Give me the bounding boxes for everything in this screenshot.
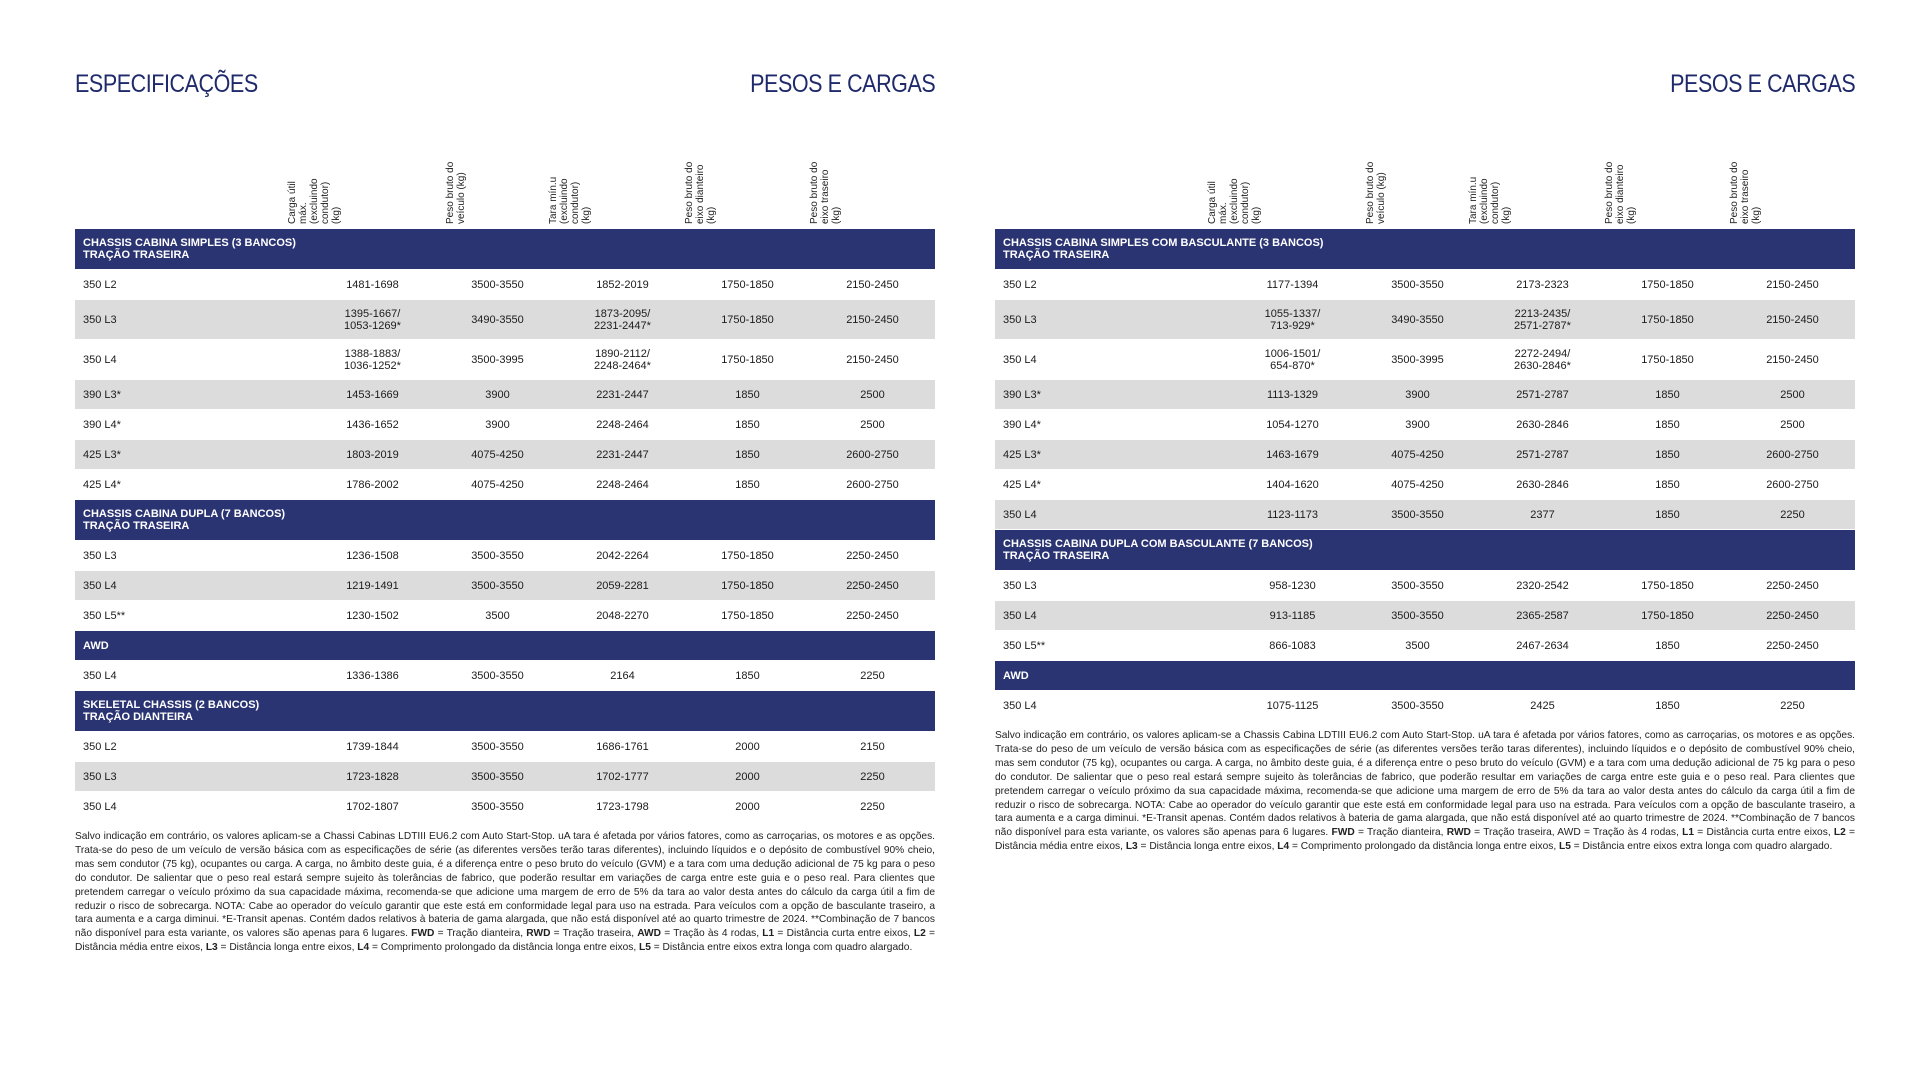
footnote-text: Salvo indicação em contrário, os valores aplicam-se a Chassi Cabinas LDTIII EU6.2 com Auto Start-Stop. uA tara é afetada por vários fatores, como as carroçarias, os motores e as opções. Trata-se do peso de um veículo de versão básica com as especificações de série (as diferentes versões terão taras diferentes), incluindo líquidos e o depósito de combustível 90% cheio, mas sem condutor (75 kg), ocupantes ou carga. A carga, no âmbito deste guia, é a diferença entre o peso bruto do veículo (GVM) e a tara com uma dedução adicional de 75 kg para o peso do condutor. De salientar que o peso real estará sempre sujeito às tolerâncias de fabrico, que poderão resultar em variações de carga entre este guia e o peso real. Para clientes que pretendem carregar o veículo próximo da sua capacidade máxima, recomenda-se que adicione uma margem de erro de 5% da tara ao valor desta antes do cálculo da carga útil a fim de reduzir o risco de sobrecarga. NOTA: Cabe ao operador do veículo garantir que este está em conformidade legal para uso na estrada. Para veículos com a opção de basculante traseiro, a tara aumenta e a carga diminui. *E-Transit apenas. Contém dados relativos à bateria de gama alargada, que não está disponível até ao quarto trimestre de 2024. **Combinação de 7 bancos não disponível para esta variante, os valores são apenas para 6 lugares. xyxy=(75,831,935,940)
value-cell: 1453-1669 xyxy=(346,388,399,401)
value-cell: 1852-2019 xyxy=(596,278,649,291)
legend-value: = Comprimento prolongado da distância longa entre eixos, xyxy=(369,942,640,954)
table-row xyxy=(995,469,1855,499)
value-cell: 2250 xyxy=(1780,508,1805,521)
legend-value: = Tração dianteira, xyxy=(434,928,527,940)
value-cell: 2059-2281 xyxy=(596,579,649,592)
column-header xyxy=(1604,104,1703,224)
legend-value: = Distância entre eixos extra longa com quadro alargado. xyxy=(1570,841,1833,853)
model-cell: 350 L4 xyxy=(1003,508,1037,521)
table-row xyxy=(75,731,935,761)
value-cell: 2150-2450 xyxy=(1766,313,1819,326)
legend-value: = Tração às 4 rodas, xyxy=(661,928,763,940)
column-header-label: Peso bruto do eixo dianteiro (kg) xyxy=(684,161,717,224)
legend-key: RWD xyxy=(526,928,551,940)
value-cell: 2250-2450 xyxy=(1766,639,1819,652)
legend-value: = Comprimento prolongado da distância longa entre eixos, xyxy=(1289,841,1560,853)
model-cell: 350 L4 xyxy=(83,800,117,813)
table-row xyxy=(75,570,935,600)
section-subtitle: TRAÇÃO TRASEIRA xyxy=(83,520,190,532)
model-cell: 350 L4 xyxy=(83,579,117,592)
value-cell: 2630-2846 xyxy=(1516,478,1569,491)
weights-table xyxy=(995,228,1855,720)
section-title: SKELETAL CHASSIS (2 BANCOS) xyxy=(83,699,260,711)
footnote xyxy=(75,830,935,955)
column-header xyxy=(548,104,658,224)
page-title-especificacoes: ESPECIFICAÇÕES xyxy=(75,70,258,98)
value-cell: 1750-1850 xyxy=(721,609,774,622)
value-cell: 3500-3550 xyxy=(1391,699,1444,712)
value-cell: 1750-1850 xyxy=(721,353,774,366)
value-cell: 2250 xyxy=(860,770,885,783)
value-cell: 2600-2750 xyxy=(846,448,899,461)
value-cell: 3500 xyxy=(1405,639,1430,652)
table-row xyxy=(995,630,1855,660)
model-cell: 425 L3* xyxy=(83,448,121,461)
value-cell: 1123-1173 xyxy=(1267,508,1318,521)
legend-key: RWD xyxy=(1446,827,1471,839)
value-cell: 1750-1850 xyxy=(721,278,774,291)
value-cell: 2320-2542 xyxy=(1516,579,1569,592)
value-cell: 1702-1777 xyxy=(596,770,649,783)
value-cell: 1750-1850 xyxy=(1641,278,1694,291)
section-header xyxy=(995,529,1855,570)
section-header xyxy=(995,228,1855,269)
model-cell: 350 L4 xyxy=(1003,699,1037,712)
model-cell: 350 L3 xyxy=(83,770,117,783)
value-cell: 2377 xyxy=(1530,508,1555,521)
model-cell: 350 L3 xyxy=(1003,579,1037,592)
value-cell: 2231-2447 xyxy=(596,388,649,401)
value-cell: 2250 xyxy=(860,669,885,682)
legend-key: AWD xyxy=(637,928,662,940)
legend-value: = Distância longa entre eixos, xyxy=(1137,841,1278,853)
value-cell: 1006-1501/ 654-870* xyxy=(1264,347,1321,372)
value-cell: 2000 xyxy=(735,770,760,783)
value-cell: 3500-3550 xyxy=(471,579,524,592)
footnote xyxy=(995,729,1855,854)
table-row xyxy=(995,409,1855,439)
value-cell: 866-1083 xyxy=(1269,639,1316,652)
value-cell: 1113-1329 xyxy=(1267,388,1318,401)
page-title-pesos-e-cargas: PESOS E CARGAS xyxy=(749,70,935,98)
value-cell: 2250 xyxy=(860,800,885,813)
value-cell: 2248-2464 xyxy=(596,478,649,491)
legend-key: L1 xyxy=(1682,827,1694,839)
legend-value: = Distância curta entre eixos, xyxy=(774,928,914,940)
value-cell: 3500-3550 xyxy=(1391,609,1444,622)
value-cell: 2150 xyxy=(860,740,885,753)
value-cell: 4075-4250 xyxy=(1391,448,1444,461)
value-cell: 3500-3550 xyxy=(1391,508,1444,521)
table-row xyxy=(995,379,1855,409)
value-cell: 1739-1844 xyxy=(346,740,399,753)
value-cell: 1230-1502 xyxy=(346,609,399,622)
model-cell: 350 L3 xyxy=(1003,313,1037,326)
value-cell: 2571-2787 xyxy=(1516,448,1569,461)
value-cell: 3500-3995 xyxy=(1391,353,1444,366)
value-cell: 1750-1850 xyxy=(1641,609,1694,622)
page-title-pesos-e-cargas: PESOS E CARGAS xyxy=(1669,70,1855,98)
value-cell: 1850 xyxy=(1655,508,1680,521)
value-cell: 1850 xyxy=(1655,388,1680,401)
value-cell: 1850 xyxy=(735,418,760,431)
value-cell: 1702-1807 xyxy=(346,800,399,813)
value-cell: 3500-3550 xyxy=(471,549,524,562)
legend-value: = Distância longa entre eixos, xyxy=(217,942,358,954)
value-cell: 2500 xyxy=(860,418,885,431)
section-title: CHASSIS CABINA DUPLA COM BASCULANTE (7 BANCOS) xyxy=(1003,538,1313,550)
column-headers xyxy=(75,100,935,228)
value-cell: 3490-3550 xyxy=(471,313,524,326)
value-cell: 1750-1850 xyxy=(721,579,774,592)
model-cell: 350 L4 xyxy=(83,353,117,366)
value-cell: 1890-2112/ 2248-2464* xyxy=(594,347,651,372)
value-cell: 2248-2464 xyxy=(596,418,649,431)
model-cell: 350 L5** xyxy=(1003,639,1046,652)
column-header-label: Peso bruto do eixo dianteiro (kg) xyxy=(1604,161,1637,224)
value-cell: 913-1185 xyxy=(1269,609,1316,622)
section-title: CHASSIS CABINA SIMPLES COM BASCULANTE (3 BANCOS) xyxy=(1003,237,1324,249)
model-cell: 350 L2 xyxy=(83,278,117,291)
legend-value: = Distância média entre eixos, xyxy=(995,827,1856,853)
value-cell: 2250-2450 xyxy=(846,609,899,622)
table-row xyxy=(75,660,935,690)
legend-value: = Distância média entre eixos, xyxy=(75,928,935,954)
value-cell: 1850 xyxy=(1655,478,1680,491)
table-row xyxy=(995,570,1855,600)
section-title: CHASSIS CABINA DUPLA (7 BANCOS) xyxy=(83,508,286,520)
value-cell: 2500 xyxy=(1780,418,1805,431)
value-cell: 1686-1761 xyxy=(596,740,649,753)
weights-table xyxy=(75,228,935,821)
model-cell: 390 L3* xyxy=(83,388,121,401)
table-row xyxy=(995,299,1855,339)
value-cell: 3500 xyxy=(485,609,510,622)
value-cell: 1850 xyxy=(735,669,760,682)
table-row xyxy=(75,540,935,570)
table-row xyxy=(75,469,935,499)
table-row xyxy=(75,269,935,299)
value-cell: 3500-3550 xyxy=(471,278,524,291)
column-header xyxy=(287,104,408,224)
legend-key: FWD xyxy=(1331,827,1355,839)
value-cell: 3500-3550 xyxy=(1391,579,1444,592)
model-cell: 350 L2 xyxy=(83,740,117,753)
value-cell: 1723-1798 xyxy=(596,800,649,813)
value-cell: 2272-2494/ 2630-2846* xyxy=(1514,347,1571,372)
value-cell: 1850 xyxy=(1655,448,1680,461)
section-header xyxy=(75,499,935,540)
value-cell: 2365-2587 xyxy=(1516,609,1569,622)
value-cell: 1463-1679 xyxy=(1266,448,1319,461)
value-cell: 2600-2750 xyxy=(846,478,899,491)
value-cell: 4075-4250 xyxy=(1391,478,1444,491)
column-header xyxy=(445,104,533,224)
table-row xyxy=(995,690,1855,720)
value-cell: 1395-1667/ 1053-1269* xyxy=(344,307,401,332)
legend-value: = Distância curta entre eixos, xyxy=(1694,827,1834,839)
column-header xyxy=(809,104,908,224)
value-cell: 3900 xyxy=(1405,388,1430,401)
value-cell: 1850 xyxy=(1655,418,1680,431)
value-cell: 1750-1850 xyxy=(721,549,774,562)
table-row xyxy=(75,600,935,630)
column-header xyxy=(1365,104,1453,224)
legend-key: L3 xyxy=(205,942,218,954)
value-cell: 2467-2634 xyxy=(1516,639,1569,652)
model-cell: 350 L5** xyxy=(83,609,126,622)
value-cell: 1055-1337/ 713-929* xyxy=(1264,307,1321,332)
column-header xyxy=(684,104,783,224)
left-titles xyxy=(75,0,935,100)
value-cell: 2500 xyxy=(860,388,885,401)
table-row xyxy=(75,379,935,409)
value-cell: 2231-2447 xyxy=(596,448,649,461)
section-header xyxy=(75,228,935,269)
column-header-label: Carga útil máx. (excluindo condutor) (kg) xyxy=(287,178,342,224)
value-cell: 1850 xyxy=(1655,699,1680,712)
legend-value: = Tração traseira, xyxy=(550,928,638,940)
value-cell: 2250-2450 xyxy=(846,579,899,592)
value-cell: 1750-1850 xyxy=(1641,579,1694,592)
value-cell: 2150-2450 xyxy=(846,313,899,326)
column-headers xyxy=(995,100,1855,228)
section-header xyxy=(995,660,1855,690)
value-cell: 1436-1652 xyxy=(346,418,399,431)
value-cell: 1336-1386 xyxy=(346,669,399,682)
model-cell: 390 L4* xyxy=(1003,418,1041,431)
legend-key: L1 xyxy=(762,928,775,940)
column-header-label: Peso bruto do veículo (kg) xyxy=(1365,161,1387,224)
column-header xyxy=(1729,104,1828,224)
value-cell: 2500 xyxy=(1780,388,1805,401)
section-header xyxy=(75,690,935,731)
table-row xyxy=(995,339,1855,379)
value-cell: 1481-1698 xyxy=(346,278,399,291)
value-cell: 3900 xyxy=(485,388,510,401)
value-cell: 2150-2450 xyxy=(1766,278,1819,291)
value-cell: 2150-2450 xyxy=(846,353,899,366)
value-cell: 2250-2450 xyxy=(846,549,899,562)
section-title: AWD xyxy=(1003,669,1029,682)
value-cell: 1803-2019 xyxy=(346,448,399,461)
value-cell: 2150-2450 xyxy=(1766,353,1819,366)
model-cell: 425 L3* xyxy=(1003,448,1041,461)
value-cell: 1850 xyxy=(735,478,760,491)
legend-key: L4 xyxy=(1277,841,1290,853)
value-cell: 1388-1883/ 1036-1252* xyxy=(344,347,401,372)
column-header-label: Peso bruto do veículo (kg) xyxy=(445,161,467,224)
right-titles xyxy=(995,0,1855,100)
value-cell: 4075-4250 xyxy=(471,478,524,491)
value-cell: 3500-3550 xyxy=(471,770,524,783)
section-subtitle: TRAÇÃO DIANTEIRA xyxy=(83,711,193,723)
legend-key: L2 xyxy=(913,928,926,940)
model-cell: 350 L4 xyxy=(83,669,117,682)
value-cell: 2042-2264 xyxy=(596,549,649,562)
value-cell: 2425 xyxy=(1530,699,1555,712)
section-subtitle: TRAÇÃO TRASEIRA xyxy=(83,249,190,261)
value-cell: 1075-1125 xyxy=(1266,699,1319,712)
value-cell: 3500-3550 xyxy=(471,669,524,682)
column-header xyxy=(1468,104,1578,224)
model-cell: 350 L3 xyxy=(83,313,117,326)
value-cell: 1850 xyxy=(1655,639,1680,652)
value-cell: 3500-3550 xyxy=(1391,278,1444,291)
table-row xyxy=(75,339,935,379)
legend-key: L5 xyxy=(639,942,651,954)
value-cell: 1054-1270 xyxy=(1266,418,1319,431)
value-cell: 1873-2095/ 2231-2447* xyxy=(594,307,651,332)
value-cell: 3490-3550 xyxy=(1391,313,1444,326)
section-header xyxy=(75,630,935,660)
value-cell: 1723-1828 xyxy=(346,770,399,783)
value-cell: 1750-1850 xyxy=(721,313,774,326)
section-subtitle: TRAÇÃO TRASEIRA xyxy=(1003,550,1110,562)
value-cell: 1850 xyxy=(735,388,760,401)
value-cell: 958-1230 xyxy=(1269,579,1316,592)
value-cell: 3500-3550 xyxy=(471,800,524,813)
value-cell: 1236-1508 xyxy=(346,549,399,562)
table-row xyxy=(75,761,935,791)
value-cell: 3900 xyxy=(485,418,510,431)
section-subtitle: TRAÇÃO TRASEIRA xyxy=(1003,249,1110,261)
table-row xyxy=(995,499,1855,529)
model-cell: 425 L4* xyxy=(1003,478,1041,491)
column-header-label: Tara mín.u (excluindo condutor) (kg) xyxy=(548,176,592,224)
table-row xyxy=(75,409,935,439)
column-header-label: Carga útil máx. (excluindo condutor) (kg) xyxy=(1207,178,1262,224)
value-cell: 2600-2750 xyxy=(1766,478,1819,491)
model-cell: 350 L3 xyxy=(83,549,117,562)
value-cell: 2164 xyxy=(610,669,635,682)
value-cell: 2213-2435/ 2571-2787* xyxy=(1514,307,1571,332)
model-cell: 350 L2 xyxy=(1003,278,1037,291)
section-title: AWD xyxy=(83,639,109,652)
model-cell: 390 L3* xyxy=(1003,388,1041,401)
value-cell: 2250 xyxy=(1780,699,1805,712)
value-cell: 2571-2787 xyxy=(1516,388,1569,401)
table-row xyxy=(75,299,935,339)
table-row xyxy=(995,269,1855,299)
legend-key: FWD xyxy=(411,928,435,940)
legend-key: L4 xyxy=(357,942,370,954)
model-cell: 350 L4 xyxy=(1003,609,1037,622)
value-cell: 2173-2323 xyxy=(1516,278,1569,291)
legend-value: = Distância entre eixos extra longa com quadro alargado. xyxy=(650,942,913,954)
column-header-label: Peso bruto do eixo traseiro (kg) xyxy=(1729,161,1762,224)
value-cell: 2048-2270 xyxy=(596,609,649,622)
model-cell: 390 L4* xyxy=(83,418,121,431)
value-cell: 3500-3995 xyxy=(471,353,524,366)
value-cell: 1750-1850 xyxy=(1641,313,1694,326)
value-cell: 2630-2846 xyxy=(1516,418,1569,431)
value-cell: 1750-1850 xyxy=(1641,353,1694,366)
left-page xyxy=(75,0,935,955)
value-cell: 1786-2002 xyxy=(346,478,399,491)
value-cell: 1177-1394 xyxy=(1266,278,1319,291)
value-cell: 2150-2450 xyxy=(846,278,899,291)
column-header-label: Tara mín.u (excluindo condutor) (kg) xyxy=(1468,176,1512,224)
legend-key: L5 xyxy=(1559,841,1571,853)
value-cell: 2000 xyxy=(735,740,760,753)
footnote-text: Salvo indicação em contrário, os valores aplicam-se a Chassis Cabina LDTIII EU6.2 com Auto Start-Stop. uA tara é afetada por vários fatores, como as carroçarias, os motores e as opções. Trata-se do peso de um veículo de versão básica com as especificações de série (as diferentes versões terão taras diferentes), incluindo líquidos e o depósito de combustível 90% cheio, mas sem condutor (75 kg), ocupantes ou carga. A carga, no âmbito deste guia, é a diferença entre o peso bruto do veículo (GVM) e a tara com uma dedução adicional de 75 kg para o peso do condutor. De salientar que o peso real estará sempre sujeito às tolerâncias de fabrico, que poderão resultar em variações de carga entre este guia e o peso real. Para clientes que pretendem carregar o veículo próximo da sua capacidade máxima, recomenda-se que adicione uma margem de erro de 5% da tara ao valor desta antes do cálculo da carga útil a fim de reduzir o risco de sobrecarga. NOTA: Cabe ao operador do veículo garantir que este está em conformidade legal para uso na estrada. Para veículos com a opção de basculante traseiro, a tara aumenta e a carga diminui. *E-Transit apenas. Contém dados relativos à bateria de gama alargada, que não está disponível até ao quarto trimestre de 2024. **Combinação de 7 bancos não disponível para esta variante, os valores são apenas para 6 lugares. xyxy=(995,730,1855,839)
value-cell: 2600-2750 xyxy=(1766,448,1819,461)
value-cell: 2250-2450 xyxy=(1766,579,1819,592)
legend-key: L2 xyxy=(1833,827,1846,839)
value-cell: 4075-4250 xyxy=(471,448,524,461)
legend-key: L3 xyxy=(1125,841,1138,853)
table-row xyxy=(75,791,935,821)
value-cell: 3500-3550 xyxy=(471,740,524,753)
legend-value: = Tração dianteira, xyxy=(1354,827,1447,839)
column-header xyxy=(1207,104,1328,224)
value-cell: 2250-2450 xyxy=(1766,609,1819,622)
model-cell: 425 L4* xyxy=(83,478,121,491)
right-page xyxy=(995,0,1855,854)
model-cell: 350 L4 xyxy=(1003,353,1037,366)
value-cell: 3900 xyxy=(1405,418,1430,431)
value-cell: 1219-1491 xyxy=(346,579,399,592)
value-cell: 1850 xyxy=(735,448,760,461)
value-cell: 1404-1620 xyxy=(1266,478,1319,491)
column-header-label: Peso bruto do eixo traseiro (kg) xyxy=(809,161,842,224)
section-title: CHASSIS CABINA SIMPLES (3 BANCOS) xyxy=(83,237,296,249)
table-row xyxy=(75,439,935,469)
table-row xyxy=(995,439,1855,469)
legend-value: = Tração traseira, AWD = Tração às 4 rodas, xyxy=(1470,827,1683,839)
table-row xyxy=(995,600,1855,630)
value-cell: 2000 xyxy=(735,800,760,813)
